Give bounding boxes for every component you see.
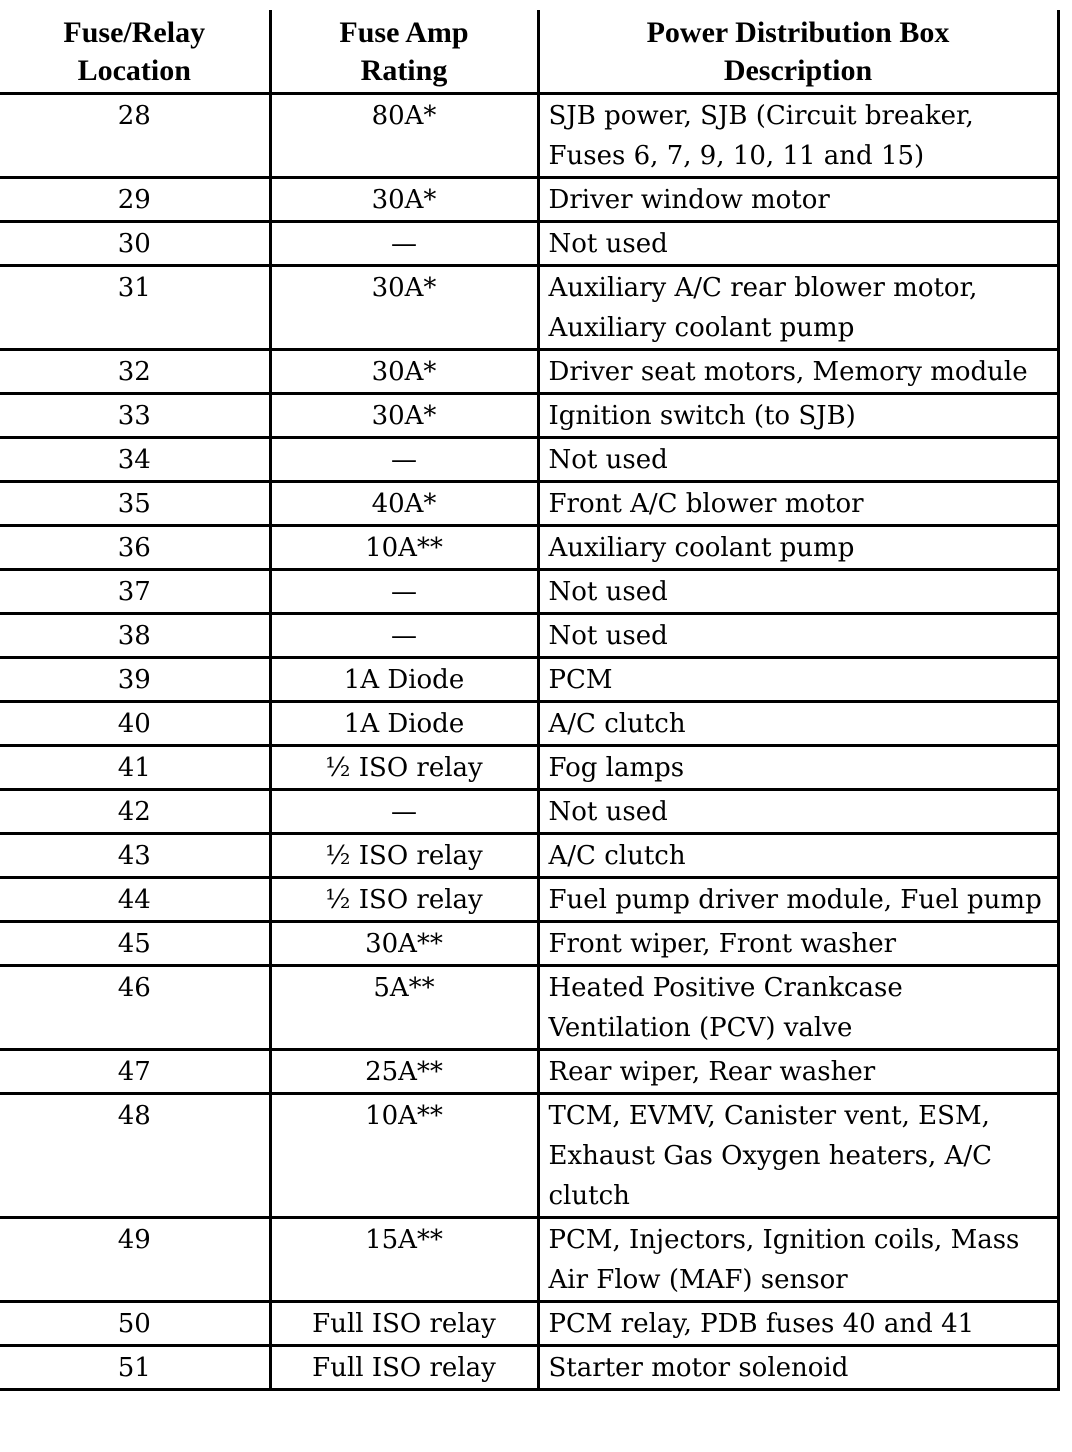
fuse-description: Fog lamps	[548, 753, 685, 783]
fuse-location-cell	[0, 878, 270, 922]
table-row	[0, 394, 1058, 438]
fuse-location: 28	[117, 101, 151, 131]
fuse-description-cell	[538, 614, 1058, 658]
fuse-rating: Full ISO relay	[312, 1353, 496, 1383]
fuse-rating-cell	[270, 1346, 538, 1390]
table-row	[0, 526, 1058, 570]
fuse-description-cell	[538, 394, 1058, 438]
fuse-rating: —	[391, 445, 417, 475]
fuse-rating-cell	[270, 178, 538, 222]
fuse-description-cell	[538, 746, 1058, 790]
fuse-location: 46	[117, 973, 151, 1003]
fuse-rating: Full ISO relay	[312, 1309, 496, 1339]
fuse-description: Heated Positive Crankcase Ventilation (PCV) valve	[548, 973, 903, 1043]
fuse-description: A/C clutch	[548, 841, 686, 871]
fuse-relay-table	[0, 10, 1060, 1391]
fuse-location-cell	[0, 350, 270, 394]
fuse-rating-cell	[270, 878, 538, 922]
fuse-rating: ½ ISO relay	[325, 753, 483, 783]
table-row	[0, 438, 1058, 482]
table-row	[0, 178, 1058, 222]
fuse-rating-cell	[270, 438, 538, 482]
table-row	[0, 614, 1058, 658]
fuse-description: Ignition switch (to SJB)	[548, 401, 856, 431]
header-location	[0, 10, 270, 94]
fuse-location-cell	[0, 922, 270, 966]
fuse-rating-cell	[270, 570, 538, 614]
table-row	[0, 1050, 1058, 1094]
fuse-location: 38	[117, 621, 151, 651]
fuse-description-cell	[538, 266, 1058, 350]
fuse-description: Front A/C blower motor	[548, 489, 864, 519]
table-row	[0, 790, 1058, 834]
fuse-location: 50	[117, 1309, 151, 1339]
fuse-description-cell	[538, 1094, 1058, 1218]
fuse-description: Driver seat motors, Memory module	[548, 357, 1028, 387]
fuse-description-cell	[538, 526, 1058, 570]
header-amp-rating-line-1: Fuse Amp	[339, 16, 469, 49]
fuse-description: TCM, EVMV, Canister vent, ESM, Exhaust Gas Oxygen heaters, A/C clutch	[548, 1101, 992, 1211]
fuse-location: 41	[117, 753, 151, 783]
table-row	[0, 266, 1058, 350]
fuse-location-cell	[0, 746, 270, 790]
fuse-location: 43	[117, 841, 151, 871]
fuse-rating-cell	[270, 350, 538, 394]
fuse-description: PCM, Injectors, Ignition coils, Mass Air Flow (MAF) sensor	[548, 1225, 1020, 1295]
header-amp-rating-line-2: Rating	[360, 54, 448, 87]
fuse-location-cell	[0, 1218, 270, 1302]
fuse-location: 32	[117, 357, 151, 387]
fuse-rating-cell	[270, 94, 538, 178]
fuse-location-cell	[0, 178, 270, 222]
fuse-location: 44	[117, 885, 151, 915]
fuse-location-cell	[0, 94, 270, 178]
fuse-description: PCM	[548, 665, 613, 695]
fuse-rating: 30A*	[371, 357, 437, 387]
header-amp-rating	[270, 10, 538, 94]
fuse-description-cell	[538, 878, 1058, 922]
fuse-rating-cell	[270, 702, 538, 746]
fuse-rating-cell	[270, 266, 538, 350]
fuse-rating-cell	[270, 222, 538, 266]
table-row	[0, 1218, 1058, 1302]
fuse-location: 36	[117, 533, 151, 563]
fuse-description: Starter motor solenoid	[548, 1353, 849, 1383]
fuse-description: Driver window motor	[548, 185, 830, 215]
table-row	[0, 482, 1058, 526]
table-row	[0, 1302, 1058, 1346]
fuse-description-cell	[538, 702, 1058, 746]
fuse-description: Not used	[548, 577, 668, 607]
fuse-rating-cell	[270, 922, 538, 966]
fuse-description: Auxiliary A/C rear blower motor, Auxiliary coolant pump	[548, 273, 978, 343]
fuse-description-cell	[538, 482, 1058, 526]
fuse-description-cell	[538, 658, 1058, 702]
fuse-rating: 15A**	[365, 1225, 443, 1255]
table-row	[0, 922, 1058, 966]
fuse-location-cell	[0, 658, 270, 702]
fuse-rating: —	[391, 229, 417, 259]
table-row	[0, 222, 1058, 266]
fuse-rating: —	[391, 621, 417, 651]
fuse-rating: 30A*	[371, 273, 437, 303]
header-description-line-1: Power Distribution Box	[646, 16, 950, 49]
fuse-location: 29	[117, 185, 151, 215]
fuse-description-cell	[538, 570, 1058, 614]
fuse-description-cell	[538, 1218, 1058, 1302]
fuse-location-cell	[0, 834, 270, 878]
fuse-description-cell	[538, 1302, 1058, 1346]
fuse-description: Rear wiper, Rear washer	[548, 1057, 876, 1087]
fuse-location-cell	[0, 1050, 270, 1094]
table-row	[0, 746, 1058, 790]
fuse-description: Not used	[548, 621, 668, 651]
fuse-location: 33	[117, 401, 151, 431]
fuse-rating: ½ ISO relay	[325, 841, 483, 871]
fuse-description-cell	[538, 922, 1058, 966]
header-location-line-1: Fuse/Relay	[63, 16, 206, 49]
fuse-location-cell	[0, 526, 270, 570]
fuse-location: 39	[117, 665, 151, 695]
fuse-rating: 25A**	[365, 1057, 443, 1087]
fuse-location: 30	[117, 229, 151, 259]
fuse-rating: ½ ISO relay	[325, 885, 483, 915]
fuse-location-cell	[0, 966, 270, 1050]
fuse-rating: 5A**	[373, 973, 435, 1003]
table-row	[0, 966, 1058, 1050]
fuse-description-cell	[538, 966, 1058, 1050]
fuse-rating-cell	[270, 482, 538, 526]
fuse-description: Not used	[548, 797, 668, 827]
table-row	[0, 94, 1058, 178]
fuse-location: 34	[117, 445, 151, 475]
fuse-location: 48	[117, 1101, 151, 1131]
fuse-description: Not used	[548, 445, 668, 475]
fuse-description: Auxiliary coolant pump	[548, 533, 855, 563]
fuse-rating-cell	[270, 394, 538, 438]
fuse-description-cell	[538, 178, 1058, 222]
fuse-description: Not used	[548, 229, 668, 259]
fuse-location: 35	[117, 489, 151, 519]
header-description-line-2: Description	[723, 54, 873, 87]
fuse-rating: 40A*	[371, 489, 437, 519]
fuse-rating: 1A Diode	[343, 665, 465, 695]
table-row	[0, 658, 1058, 702]
fuse-location-cell	[0, 482, 270, 526]
fuse-location: 40	[117, 709, 151, 739]
table-body	[0, 94, 1058, 1390]
fuse-description-cell	[538, 834, 1058, 878]
fuse-description-cell	[538, 790, 1058, 834]
fuse-description-cell	[538, 1346, 1058, 1390]
fuse-location-cell	[0, 1346, 270, 1390]
fuse-rating: —	[391, 797, 417, 827]
table-row	[0, 834, 1058, 878]
fuse-location: 47	[117, 1057, 151, 1087]
fuse-location-cell	[0, 222, 270, 266]
table-row	[0, 878, 1058, 922]
header-location-line-2: Location	[77, 54, 191, 87]
header-description	[538, 10, 1058, 94]
fuse-description: SJB power, SJB (Circuit breaker, Fuses 6, 7, 9, 10, 11 and 15)	[548, 101, 974, 171]
fuse-rating-cell	[270, 790, 538, 834]
fuse-rating: 1A Diode	[343, 709, 465, 739]
fuse-location: 31	[117, 273, 151, 303]
fuse-location: 49	[117, 1225, 151, 1255]
fuse-description-cell	[538, 1050, 1058, 1094]
fuse-rating: 80A*	[371, 101, 437, 131]
fuse-rating-cell	[270, 658, 538, 702]
fuse-description-cell	[538, 350, 1058, 394]
fuse-description: PCM relay, PDB fuses 40 and 41	[548, 1309, 975, 1339]
fuse-location-cell	[0, 1094, 270, 1218]
fuse-description-cell	[538, 438, 1058, 482]
fuse-description: A/C clutch	[548, 709, 686, 739]
fuse-rating-cell	[270, 746, 538, 790]
table-row	[0, 1094, 1058, 1218]
table-row	[0, 350, 1058, 394]
table-header-row	[0, 10, 1058, 94]
fuse-rating-cell	[270, 1050, 538, 1094]
fuse-location-cell	[0, 394, 270, 438]
fuse-description: Front wiper, Front washer	[548, 929, 897, 959]
fuse-rating-cell	[270, 526, 538, 570]
fuse-rating: 30A*	[371, 401, 437, 431]
fuse-location-cell	[0, 702, 270, 746]
fuse-rating: 30A**	[365, 929, 443, 959]
fuse-rating-cell	[270, 834, 538, 878]
fuse-description-cell	[538, 222, 1058, 266]
fuse-rating: 10A**	[365, 533, 443, 563]
fuse-rating-cell	[270, 1094, 538, 1218]
fuse-location: 51	[117, 1353, 151, 1383]
fuse-location: 37	[117, 577, 151, 607]
fuse-location-cell	[0, 614, 270, 658]
table-row	[0, 702, 1058, 746]
table-row	[0, 1346, 1058, 1390]
fuse-rating: —	[391, 577, 417, 607]
fuse-location-cell	[0, 1302, 270, 1346]
fuse-rating-cell	[270, 966, 538, 1050]
fuse-location-cell	[0, 570, 270, 614]
fuse-rating-cell	[270, 1218, 538, 1302]
fuse-location-cell	[0, 266, 270, 350]
fuse-rating-cell	[270, 1302, 538, 1346]
fuse-rating: 10A**	[365, 1101, 443, 1131]
fuse-rating-cell	[270, 614, 538, 658]
fuse-location-cell	[0, 438, 270, 482]
fuse-location: 42	[117, 797, 151, 827]
fuse-location-cell	[0, 790, 270, 834]
fuse-description-cell	[538, 94, 1058, 178]
table-row	[0, 570, 1058, 614]
fuse-rating: 30A*	[371, 185, 437, 215]
fuse-location: 45	[117, 929, 151, 959]
fuse-description: Fuel pump driver module, Fuel pump	[548, 885, 1042, 915]
